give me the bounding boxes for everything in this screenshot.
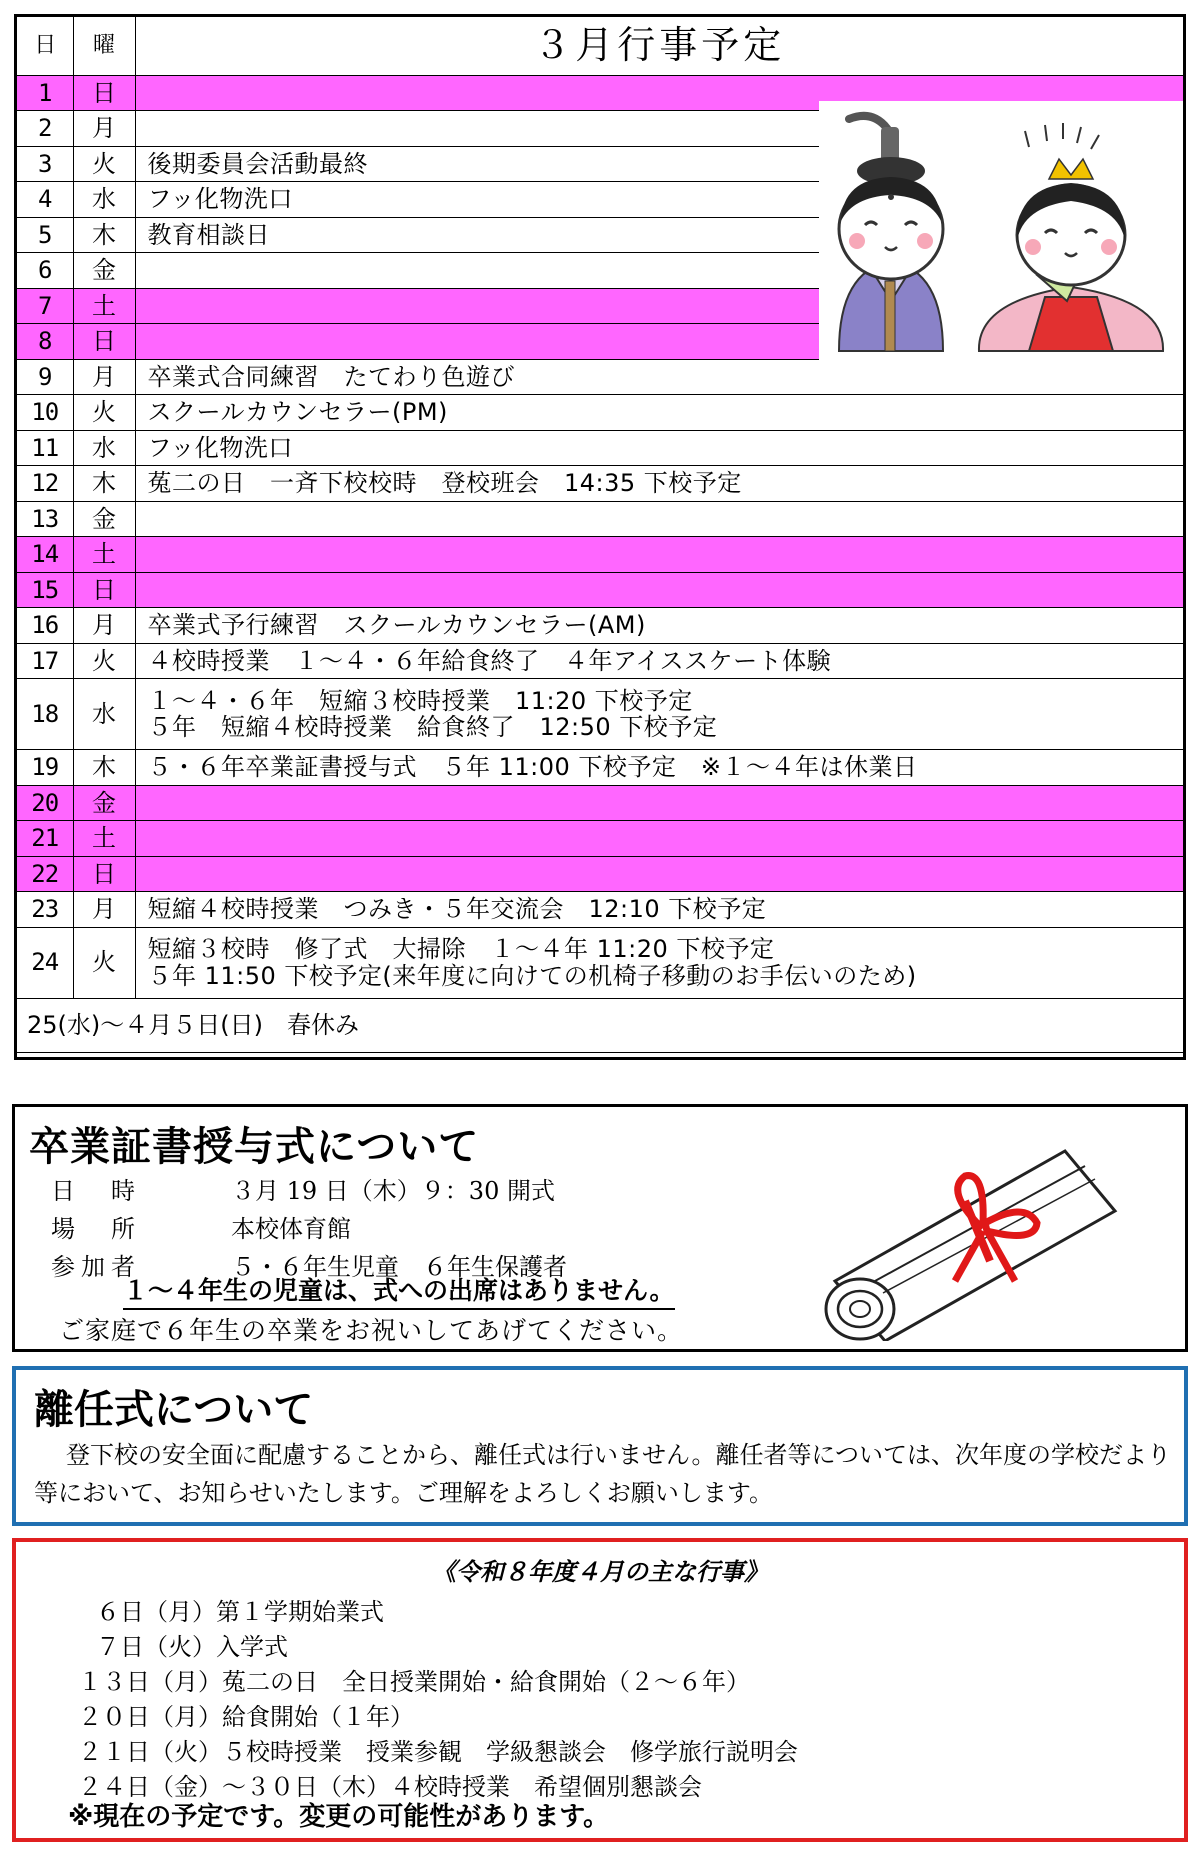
schedule-row [17,856,1183,892]
april-item: ２１日（火）５校時授業 授業参観 学級懇談会 修学旅行説明会 [78,1738,798,1766]
event-cell: 菟二の日 一斉下校校時 登校班会 14:35 下校予定 [135,466,1183,502]
weekday-cell: 木 [73,217,135,253]
header-weekday: 曜 [73,17,135,75]
day-cell: 15 [17,572,73,608]
weekday-cell: 月 [73,111,135,147]
day-cell: 10 [17,395,73,431]
day-cell: 1 [17,75,73,111]
day-cell: 13 [17,501,73,537]
event-cell: スクールカウンセラー(PM) [135,395,1183,431]
spring-break-text: 25(水)～４月５日(日) 春休み [17,998,1183,1052]
schedule-row [17,927,1183,998]
event-cell [135,927,1183,998]
weekday-cell: 木 [73,466,135,502]
schedule-row [17,750,1183,786]
schedule-row [17,643,1183,679]
schedule-header-row [17,17,1183,75]
place-label: 場 所 [51,1215,141,1243]
event-cell [135,501,1183,537]
event-cell [135,679,1183,750]
schedule-row [17,537,1183,573]
event-line: １～４・６年 短縮３校時授業 11:20 下校予定 [147,686,693,715]
day-cell: 20 [17,785,73,821]
april-heading: 《令和８年度４月の主な行事》 [432,1558,768,1586]
event-cell [135,537,1183,573]
header-day: 日 [17,17,73,75]
day-cell: 8 [17,324,73,360]
event-line: ５年 11:50 下校予定(来年度に向けての机椅子移動のお手伝いのため) [147,961,917,990]
event-cell: ５・６年卒業証書授与式 ５年 11:00 下校予定 ※１～４年は休業日 [135,750,1183,786]
graduation-heading: 卒業証書授与式について [29,1124,480,1170]
weekday-cell: 火 [73,146,135,182]
weekday-cell: 日 [73,572,135,608]
weekday-cell: 日 [73,75,135,111]
schedule-row [17,892,1183,928]
schedule-row [17,501,1183,537]
schedule-row [17,608,1183,644]
event-cell: ４校時授業 １～４・６年給食終了 ４年アイススケート体験 [135,643,1183,679]
day-cell: 18 [17,679,73,750]
event-cell: 後期委員会活動最終 [135,146,1183,182]
day-cell: 9 [17,359,73,395]
day-cell: 12 [17,466,73,502]
place-value: 本校体育館 [231,1215,351,1243]
april-events-box [12,1538,1188,1842]
event-line: ５年 短縮４校時授業 給食終了 12:50 下校予定 [147,713,718,741]
weekday-cell: 土 [73,821,135,857]
weekday-cell: 水 [73,430,135,466]
day-cell: 3 [17,146,73,182]
weekday-cell: 土 [73,288,135,324]
schedule-title: ３月行事予定 [135,17,1183,75]
weekday-cell: 火 [73,395,135,431]
schedule-row [17,430,1183,466]
weekday-cell: 金 [73,501,135,537]
april-item: ７日（火）入学式 [96,1633,288,1661]
schedule-row [17,679,1183,750]
event-cell: 卒業式合同練習 たてわり色遊び [135,359,1183,395]
weekday-cell: 水 [73,182,135,218]
event-cell: フッ化物洗口 [135,430,1183,466]
weekday-cell: 火 [73,927,135,998]
weekday-cell: 日 [73,856,135,892]
schedule-row [17,466,1183,502]
diploma-scroll-icon [815,1131,1145,1341]
event-cell: 短縮４校時授業 つみき・５年交流会 12:10 下校予定 [135,892,1183,928]
weekday-cell: 月 [73,608,135,644]
event-cell [135,856,1183,892]
date-value: ３月 19 日（木）９：30 開式 [231,1177,555,1205]
event-cell: 教育相談日 [135,217,1183,253]
day-cell: 16 [17,608,73,644]
day-cell: 6 [17,253,73,289]
day-cell: 23 [17,892,73,928]
april-warning: ※現在の予定です。変更の可能性があります。 [68,1802,610,1832]
graduation-place-row [51,1209,351,1244]
weekday-cell: 土 [73,537,135,573]
schedule-row [17,785,1183,821]
event-cell: フッ化物洗口 [135,182,1183,218]
graduation-ceremony-box [12,1104,1188,1352]
graduation-date-row [51,1171,555,1206]
event-line: 短縮３校時 修了式 大掃除 １～４年 11:20 下校予定 [147,935,775,964]
event-cell [135,572,1183,608]
hina-dolls-illustration [819,101,1183,381]
march-schedule [14,14,1186,1060]
attend-label: 参加者 [51,1253,141,1281]
day-cell: 5 [17,217,73,253]
graduation-note: １～４年生の児童は、式への出席はありません。 [123,1271,675,1310]
date-label: 日 時 [51,1177,141,1205]
departure-body: 登下校の安全面に配慮することから、離任式は行いません。離任者等については、次年度の学校だより等において、お知らせいたします。ご理解をよろしくお願いします。 [34,1441,1171,1507]
day-cell: 17 [17,643,73,679]
weekday-cell: 月 [73,359,135,395]
departure-ceremony-box [12,1366,1188,1526]
weekday-cell: 火 [73,643,135,679]
day-cell: 2 [17,111,73,147]
april-item: ６日（月）第１学期始業式 [96,1598,384,1626]
event-cell [135,821,1183,857]
departure-heading: 離任式について [34,1387,314,1433]
day-cell: 14 [17,537,73,573]
schedule-row [17,821,1183,857]
attend-value: ５・６年生児童 ６年生保護者 [231,1253,567,1281]
april-item: ２０日（月）給食開始（１年） [78,1703,414,1731]
day-cell: 22 [17,856,73,892]
weekday-cell: 金 [73,785,135,821]
event-cell [135,785,1183,821]
day-cell: 7 [17,288,73,324]
weekday-cell: 月 [73,892,135,928]
schedule-row [17,572,1183,608]
day-cell: 11 [17,430,73,466]
day-cell: 24 [17,927,73,998]
event-cell: 卒業式予行練習 スクールカウンセラー(AM) [135,608,1183,644]
weekday-cell: 木 [73,750,135,786]
spring-break-row [17,998,1183,1052]
april-item: ２４日（金）～３０日（木）４校時授業 希望個別懇談会 [78,1773,702,1801]
schedule-row [17,395,1183,431]
day-cell: 4 [17,182,73,218]
graduation-message: ご家庭で６年生の卒業をお祝いしてあげてください。 [59,1316,684,1345]
weekday-cell: 金 [73,253,135,289]
weekday-cell: 日 [73,324,135,360]
april-item: １３日（月）菟二の日 全日授業開始・給食開始（２～６年） [78,1668,750,1696]
weekday-cell: 水 [73,679,135,750]
day-cell: 19 [17,750,73,786]
day-cell: 21 [17,821,73,857]
